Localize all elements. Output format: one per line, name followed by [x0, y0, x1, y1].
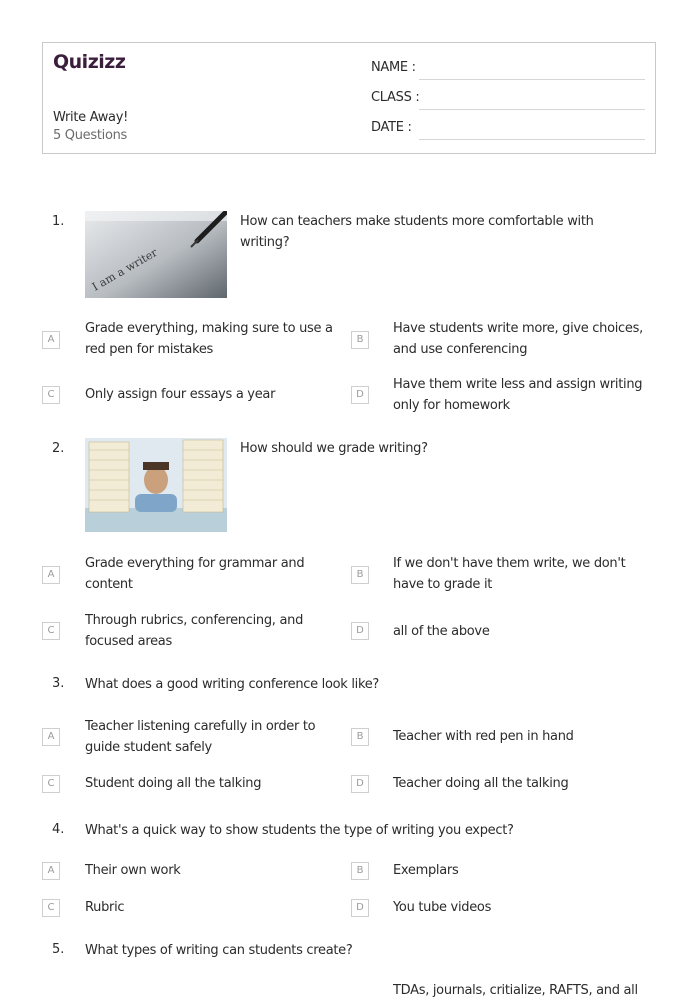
date-line: [419, 139, 645, 140]
question-text: How should we grade writing?: [240, 441, 428, 456]
option-text: Through rubrics, conferencing, and focused areas: [85, 613, 304, 649]
option-text: If we don't have them write, we don't have to grade it: [393, 556, 626, 592]
option-letter-a: A: [42, 862, 60, 880]
option-text: Grade everything, making sure to use a red pen for mistakes: [85, 321, 333, 357]
option-text: Rubric: [85, 900, 125, 915]
option-text: Teacher listening carefully in order to guide student safely: [85, 719, 316, 755]
name-label: NAME :: [371, 60, 416, 75]
option-letter-d: D: [351, 775, 369, 793]
option-letter-c: C: [42, 775, 60, 793]
cut-off-option-text: TDAs, journals, critialize, RAFTS, and all: [393, 983, 638, 998]
class-line: [419, 109, 645, 110]
option-text: Have them write less and assign writing only for homework: [393, 377, 643, 413]
question-number: 4.: [52, 822, 65, 837]
question-count: 5 Questions: [53, 128, 128, 143]
question-text: What does a good writing conference look like?: [85, 677, 380, 692]
name-line: [419, 79, 645, 80]
option-letter-d: D: [351, 622, 369, 640]
worksheet-title: Write Away!: [53, 110, 129, 125]
question-text: What's a quick way to show students the type of writing you expect?: [85, 823, 514, 838]
option-text: Grade everything for grammar and content: [85, 556, 305, 592]
option-letter-a: A: [42, 728, 60, 746]
option-text: You tube videos: [393, 900, 492, 915]
option-text: all of the above: [393, 624, 490, 639]
question-number: 3.: [52, 676, 65, 691]
option-text: Teacher with red pen in hand: [393, 729, 574, 744]
paper-stacks-image: [85, 438, 227, 532]
option-letter-b: B: [351, 566, 369, 584]
option-letter-c: C: [42, 622, 60, 640]
image-caption: I am a writer: [90, 245, 160, 294]
option-letter-b: B: [351, 862, 369, 880]
option-text: Only assign four essays a year: [85, 387, 276, 402]
option-letter-d: D: [351, 899, 369, 917]
quizizz-logo: Quizizz: [53, 51, 126, 73]
option-letter-a: A: [42, 331, 60, 349]
option-letter-b: B: [351, 331, 369, 349]
option-text: Student doing all the talking: [85, 776, 262, 791]
option-text: Have students write more, give choices, and use conferencing: [393, 321, 643, 357]
option-letter-c: C: [42, 899, 60, 917]
stressed-teacher-photo-icon: [85, 438, 227, 532]
option-text: Teacher doing all the talking: [393, 776, 569, 791]
date-label: DATE :: [371, 120, 412, 135]
writer-photo-icon: [85, 211, 227, 298]
option-text: Their own work: [85, 863, 181, 878]
writer-image: [85, 211, 227, 298]
class-label: CLASS :: [371, 90, 420, 105]
question-text: How can teachers make students more comfortable with writing?: [240, 214, 594, 250]
option-letter-b: B: [351, 728, 369, 746]
option-letter-c: C: [42, 386, 60, 404]
option-letter-a: A: [42, 566, 60, 584]
question-number: 5.: [52, 942, 65, 957]
option-letter-d: D: [351, 386, 369, 404]
question-number: 1.: [52, 214, 65, 229]
question-number: 2.: [52, 441, 65, 456]
option-text: Exemplars: [393, 863, 459, 878]
question-text: What types of writing can students create?: [85, 943, 353, 958]
worksheet-header: [42, 42, 656, 154]
